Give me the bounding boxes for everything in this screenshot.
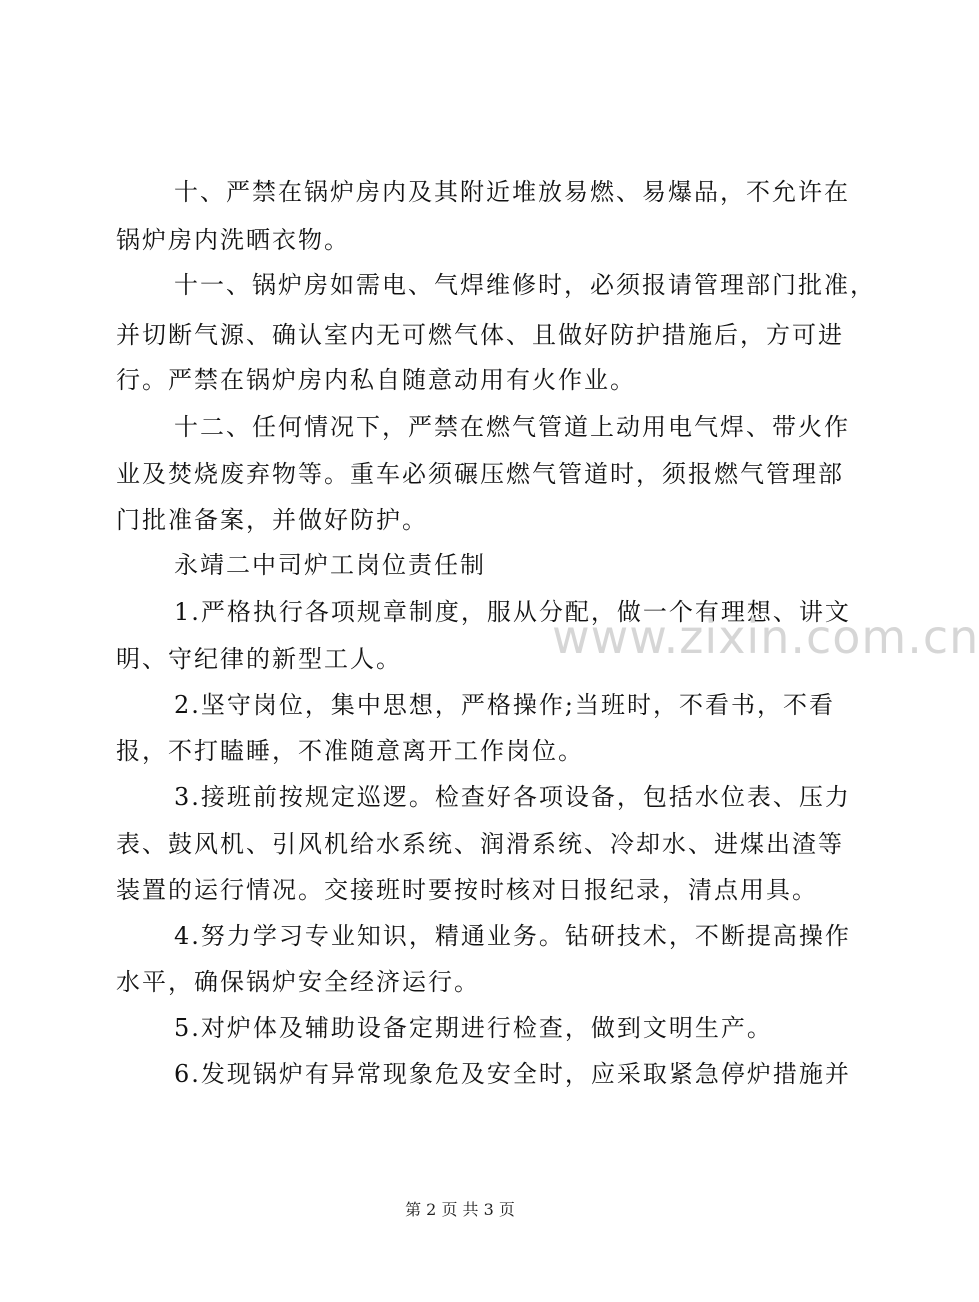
- document-page: 十、严禁在锅炉房内及其附近堆放易燃、易爆品，不允许在 锅炉房内洗晒衣物。 十一、锅炉房如需电、气焊维修时，必须报请管理部门批准， 并切断气源、确认室内无可燃气体、且做好防护措施后，方可进 行。严禁在锅炉房内私自随意动用有火作业。 十二、任何情况下，严禁在燃气管道上动用电气焊、带火作 业及焚烧废弃物等。重车必须碾压燃气管道时，须报燃气管理部 门批准备案，并做好防护。 永靖二中司炉工岗位责任制 1.严格执行各项规章制度，服从分配，做一个有理想、讲文 明、守纪律的新型工人。 2.坚守岗位，集中思想，严格操作;当班时，不看书，不看 报，不打瞌睡，不准随意离开工作岗位。 3.接班前按规定巡逻。检查好各项设备，包括水位表、压力 表、鼓风机、引风机给水系统、润滑系统、冷却水、进煤出渣等 装置的运行情况。交接班时要按时核对日报纪录，清点用具。 4.努力学习专业知识，精通业务。钻研技术，不断提高操作 水平，确保锅炉安全经济运行。 5.对炉体及辅助设备定期进行检查，做到文明生产。 6.发现锅炉有异常现象危及安全时，应采取紧急停炉措施并 www.zixin.com.cn 第 2 页 共 3 页: [0, 0, 920, 1302]
- page-footer: 第 2 页 共 3 页: [405, 1200, 515, 1219]
- watermark: www.zixin.com.cn: [552, 610, 979, 664]
